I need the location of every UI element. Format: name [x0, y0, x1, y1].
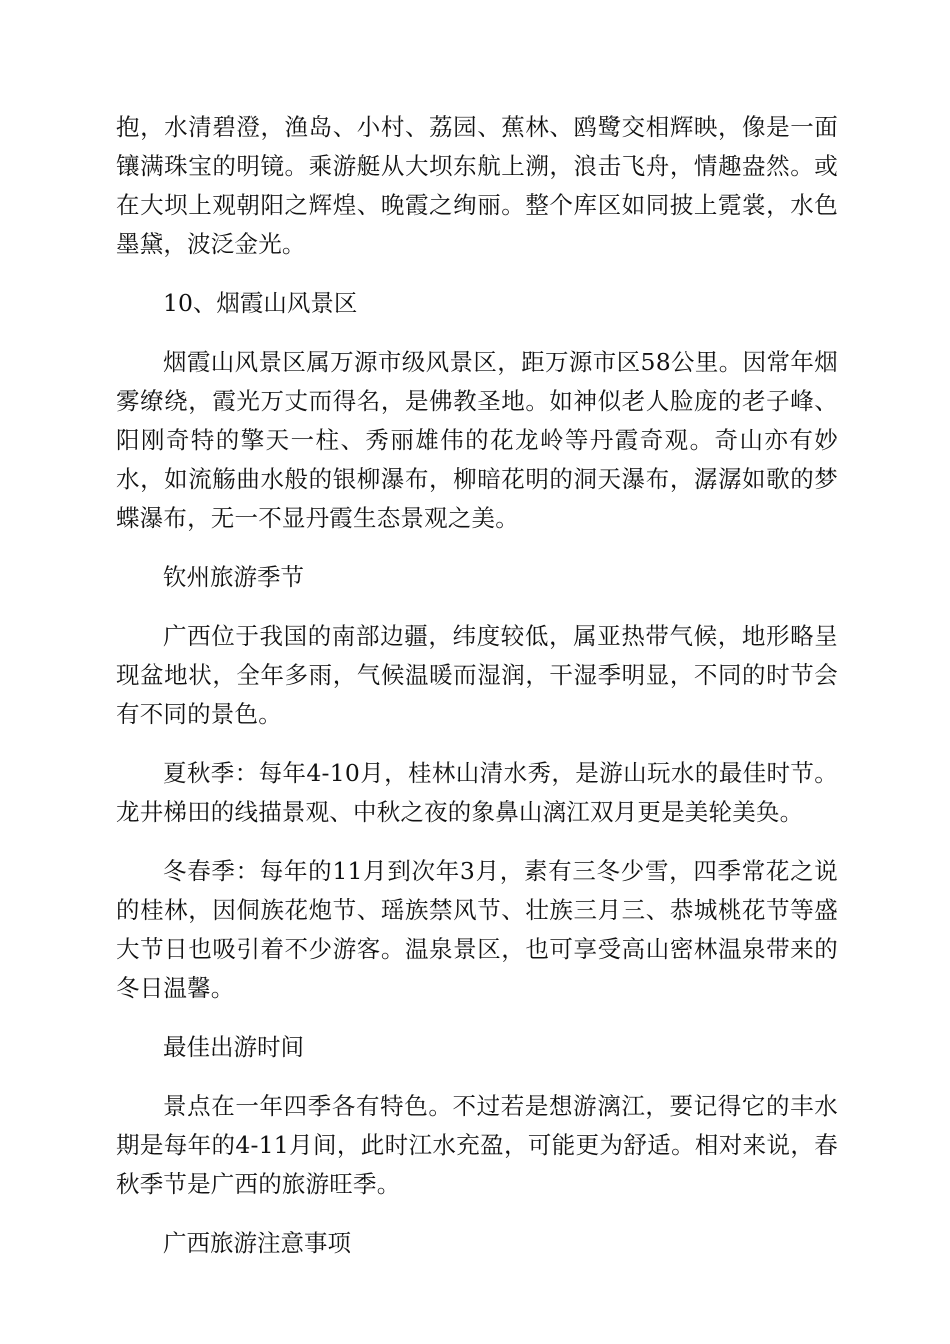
paragraph-winter-spring: 冬春季：每年的11月到次年3月，素有三冬少雪，四季常花之说的桂林，因侗族花炮节、瑶族禁风节、壮族三月三、恭城桃花节等盛大节日也吸引着不少游客。温泉景区，也可享受高山密林温泉带来的冬日温馨。 — [116, 857, 838, 1002]
paragraph-reservoir-description: 抱，水清碧澄，渔岛、小村、荔园、蕉林、鸥鹭交相辉映，像是一面镶满珠宝的明镜。乘游艇从大坝东航上溯，浪击飞舟，情趣盎然。或在大坝上观朝阳之辉煌、晚霞之绚丽。整个库区如同披上霓裳，水色墨黛，波泛金光。 — [116, 113, 838, 258]
document-body — [116, 108, 838, 1283]
section-heading-qinzhou-travel-season: 钦州旅游季节 — [163, 563, 304, 591]
section-heading-best-travel-time: 最佳出游时间 — [163, 1033, 304, 1061]
paragraph-guangxi-climate: 广西位于我国的南部边疆，纬度较低，属亚热带气候，地形略呈现盆地状，全年多雨，气候温暖而湿润，干湿季明显，不同的时节会有不同的景色。 — [116, 622, 838, 728]
paragraph-summer-autumn: 夏秋季：每年4-10月，桂林山清水秀，是游山玩水的最佳时节。龙井梯田的线描景观、中秋之夜的象鼻山漓江双月更是美轮美奂。 — [116, 759, 838, 826]
section-heading-yanxia-mountain: 10、烟霞山风景区 — [163, 289, 358, 317]
section-heading-travel-notes: 广西旅游注意事项 — [163, 1229, 351, 1257]
paragraph-best-travel-time: 景点在一年四季各有特色。不过若是想游漓江，要记得它的丰水期是每年的4-11月间，此时江水充盈，可能更为舒适。相对来说，春秋季节是广西的旅游旺季。 — [116, 1092, 838, 1198]
paragraph-yanxia-mountain: 烟霞山风景区属万源市级风景区，距万源市区58公里。因常年烟雾缭绕，霞光万丈而得名，是佛教圣地。如神似老人脸庞的老子峰、阳刚奇特的擎天一柱、秀丽雄伟的花龙岭等丹霞奇观。奇山亦有妙水，如流觞曲水般的银柳瀑布，柳暗花明的洞天瀑布，潺潺如歌的梦蝶瀑布，无一不显丹霞生态景观之美。 — [116, 348, 838, 532]
